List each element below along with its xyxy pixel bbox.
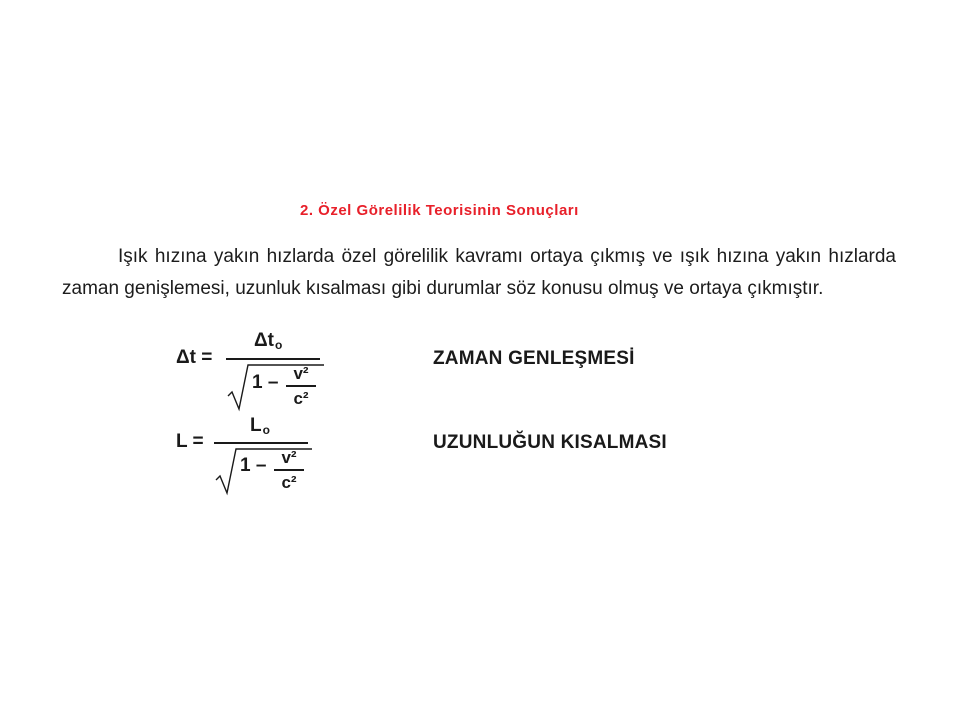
length-contraction-label: UZUNLUĞUN KISALMASI [433,432,667,453]
v-over-c-fraction [286,364,316,409]
small-fraction-bar [274,469,304,471]
fraction-bar [214,442,308,444]
formula-numerator: $\Delta t_o$ [254,330,283,352]
section-heading-text: 2. Özel Görelilik Teorisinin Sonuçları [300,202,579,219]
small-fraction-bar [286,385,316,387]
numerator-subscript: o [274,338,283,352]
fraction-denominator-c2: c² [281,472,297,492]
fraction-bar [226,358,320,360]
fraction-numerator-v2: v² [281,448,297,467]
time-dilation-label: ZAMAN GENLEŞMESİ [433,348,635,369]
formula-lhs: L = [176,431,204,452]
section-heading [300,202,660,219]
formula-numerator: $L_o$ [250,415,270,437]
v-over-c-fraction [274,448,304,493]
body-paragraph: Işık hızına yakın hızlarda özel görelilik kavramı ortaya çıkmış ve ışık hızına yakın hızlarda zaman genişlemesi, uzunluk kısalması gibi durumlar söz konusu olmuş ve ortaya çıkmıştır. [62,246,896,299]
radicand-prefix: 1 – [240,455,267,476]
formula-lhs: Δt = [176,347,213,368]
radicand-prefix: 1 – [252,372,279,393]
time-dilation-formula [176,330,336,415]
numerator-subscript: o [262,423,270,437]
fraction-numerator-v2: v² [293,364,309,383]
fraction-denominator-c2: c² [293,388,309,408]
length-contraction-formula [176,415,326,500]
